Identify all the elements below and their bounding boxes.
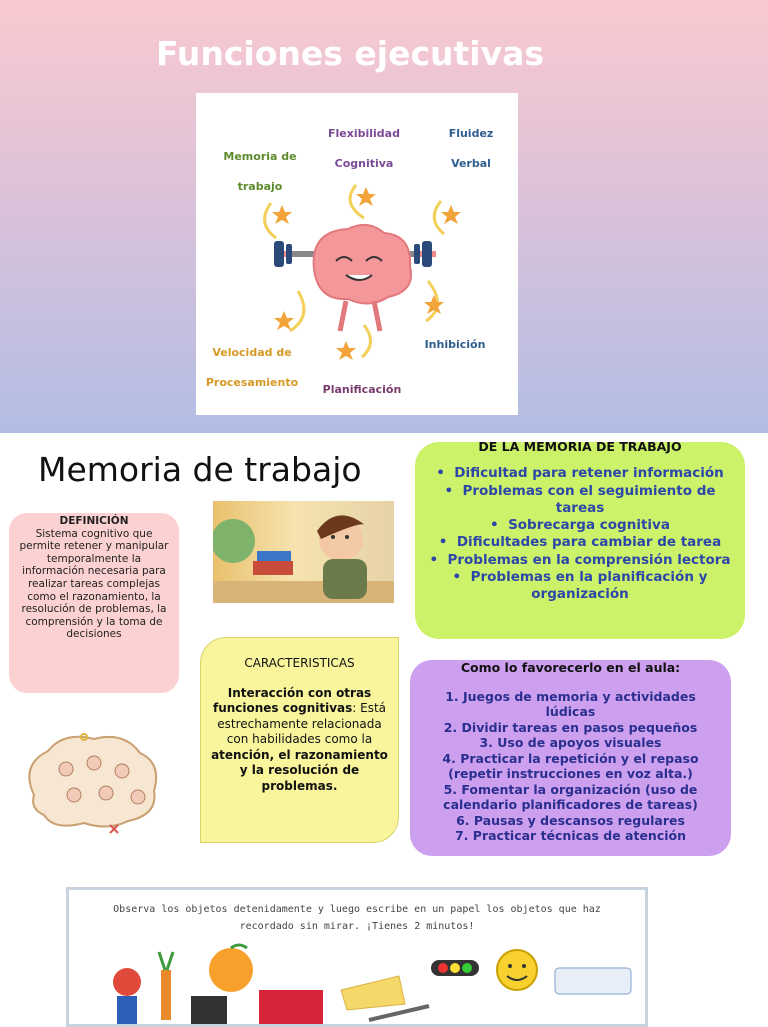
brain-lifting-icon <box>196 93 518 415</box>
list-item: 4. Practicar la repetición y el repaso (repetir instrucciones en voz alta.) <box>442 750 699 781</box>
exercise-instructions: Observa los objetos detenidamente y luego escribe en un papel los objetos que haz recordado sin mirar. ¡Tienes 2 minutos! <box>113 904 601 932</box>
executive-functions-diagram <box>196 93 518 415</box>
label-flexibilidad: Flexibilidad Cognitiva <box>328 127 400 170</box>
definition-box <box>9 513 179 693</box>
classroom-strategies-box <box>410 660 731 856</box>
strategies-heading: Como lo favorecerlo en el aula: <box>460 660 681 675</box>
characteristics-text: Está estrechamente relacionada con habilidades como la <box>217 701 387 746</box>
child-thinking-photo <box>213 501 394 603</box>
characteristics-heading: CARACTERISTICAS <box>244 656 355 670</box>
objects-illustration <box>69 940 645 1027</box>
memory-exercise-card <box>66 887 648 1027</box>
label-memoria: Memoria de trabajo <box>223 150 297 193</box>
section-title: Memoria de trabajo <box>38 450 362 489</box>
list-item: 7. Practicar técnicas de atención <box>454 828 687 843</box>
label-velocidad: Velocidad de Procesamiento <box>205 346 299 389</box>
list-item: • Sobrecarga cognitiva <box>490 517 670 534</box>
list-item: • Dificultad para retener información <box>436 465 724 482</box>
list-item: • Problemas en la comprensión lectora <box>429 551 731 568</box>
characteristics-bold-lead: Interacción con otras funciones cognitivas <box>212 685 372 715</box>
definition-text: Sistema cognitivo que permite retener y manipular temporalmente la información necesaria para realizar tareas complejas como el razonamiento, la resolución de problemas, la comprensión y la toma de decisiones <box>19 527 169 641</box>
list-item: 5. Fomentar la organización (uso de calendario planificadores de tareas) <box>443 781 698 812</box>
difficulties-box <box>415 442 745 639</box>
difficulties-list <box>427 465 733 603</box>
page-title: Funciones ejecutivas <box>155 34 545 73</box>
definition-heading: DEFINICIÓN <box>59 515 129 527</box>
label-inhibicion: Inhibición <box>424 338 486 351</box>
characteristics-box: CARACTERISTICAS Interacción con otras funciones cognitivas: Está estrechamente relacionada con habilidades como la atención, el razonamiento y la resolución de problemas. <box>200 637 399 843</box>
list-item: 1. Juegos de memoria y actividades lúdicas <box>445 688 696 719</box>
characteristics-bold-end: atención, el razonamiento y la resolución de problemas. <box>211 747 388 793</box>
list-item: 3. Uso de apoyos visuales <box>479 735 662 750</box>
list-item: • Problemas en la planificación y organización <box>452 569 708 603</box>
label-planificacion: Planificación <box>322 383 402 396</box>
brain-doodle-icon <box>14 725 174 837</box>
difficulties-heading: DE LA MEMORIA DE TRABAJO <box>478 442 682 454</box>
list-item: 2. Dividir tareas en pasos pequeños <box>443 719 698 735</box>
list-item: • Problemas con el seguimiento de tareas <box>444 482 716 516</box>
list-item: 6. Pausas y descansos regulares <box>456 812 685 828</box>
label-fluidez: Fluidez Verbal <box>448 127 494 170</box>
list-item: • Dificultades para cambiar de tarea <box>438 534 722 551</box>
